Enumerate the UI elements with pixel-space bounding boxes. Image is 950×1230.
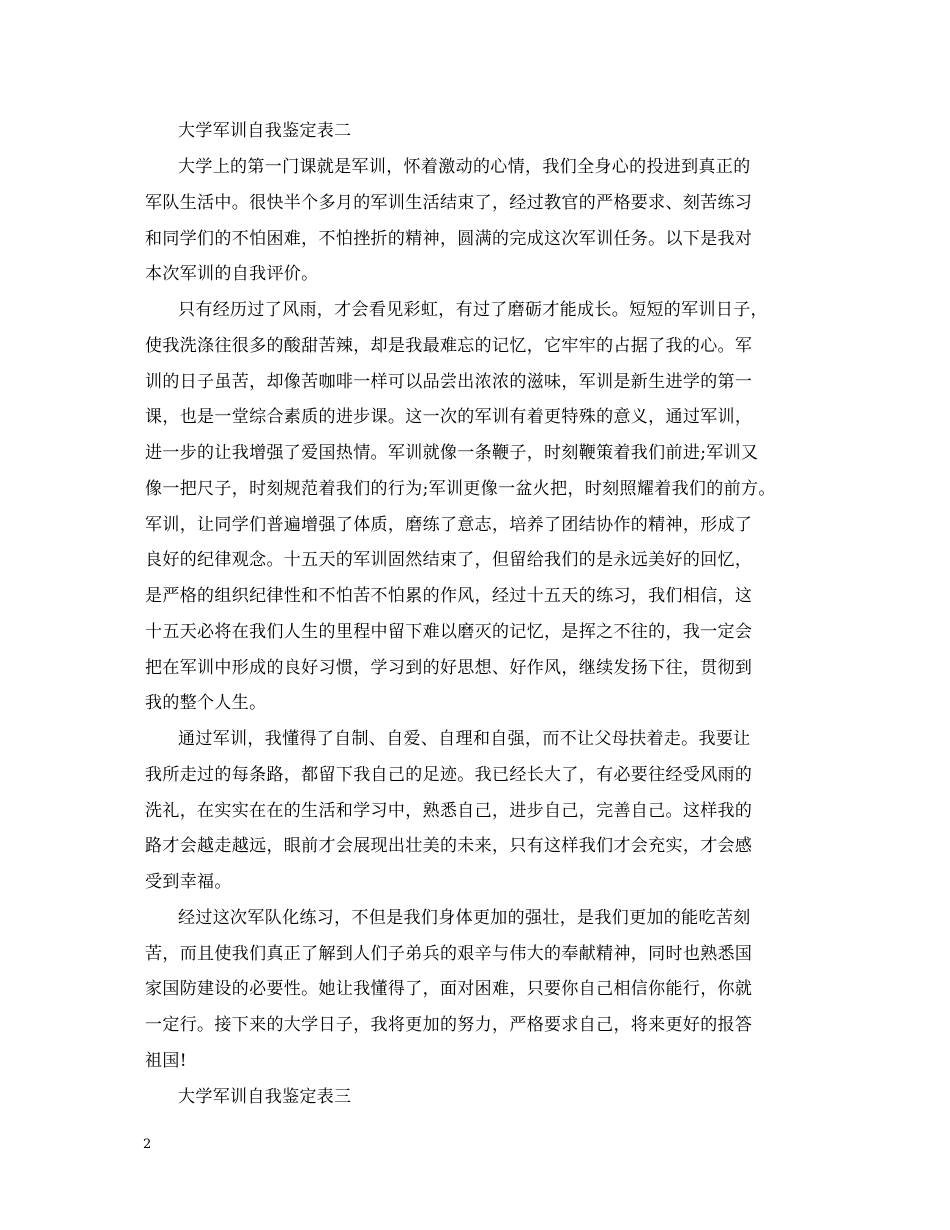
paragraph-line: 祖国!: [145, 1051, 187, 1071]
paragraph-line: 经过这次军队化练习，不但是我们身体更加的强壮，是我们更加的能吃苦刻: [178, 908, 751, 928]
paragraph-line: 课，也是一堂综合素质的进步课。这一次的军训有着更特殊的意义，通过军训，: [145, 407, 753, 427]
paragraph-line: 我所走过的每条路，都留下我自己的足迹。我已经长大了，有必要往经受风雨的: [145, 765, 753, 785]
paragraph-line: 家国防建设的必要性。她让我懂得了，面对困难，只要你自己相信你能行，你就: [145, 979, 753, 999]
paragraph-line: 通过军训，我懂得了自制、自爱、自理和自强，而不让父母扶着走。我要让: [178, 729, 751, 749]
paragraph-line: 只有经历过了风雨，才会看见彩虹，有过了磨砺才能成长。短短的军训日子，: [178, 300, 768, 320]
paragraph-line: 路才会越走越远，眼前才会展现出壮美的未来，只有这样我们才会充实，才会感: [145, 836, 753, 856]
paragraph-line: 我的整个人生。: [145, 693, 267, 713]
section-heading: 大学军训自我鉴定表二: [178, 121, 352, 141]
paragraph-line: 使我洗涤往很多的酸甜苦辣，却是我最难忘的记忆，它牢牢的占据了我的心。军: [145, 336, 753, 356]
paragraph-line: 训的日子虽苦，却像苦咖啡一样可以品尝出浓浓的滋味，军训是新生进学的第一: [145, 372, 753, 392]
paragraph-line: 苦，而且使我们真正了解到人们子弟兵的艰辛与伟大的奉献精神，同时也熟悉国: [145, 944, 753, 964]
page-number: 2: [143, 1137, 152, 1152]
section-heading: 大学军训自我鉴定表三: [178, 1087, 352, 1107]
paragraph-line: 良好的纪律观念。十五天的军训固然结束了，但留给我们的是永远美好的回忆，: [145, 550, 753, 570]
paragraph-line: 大学上的第一门课就是军训，怀着激动的心情，我们全身心的投进到真正的: [178, 157, 751, 177]
paragraph-line: 本次军训的自我评价。: [145, 264, 319, 284]
paragraph-line: 一定行。接下来的大学日子，我将更加的努力，严格要求自己，将来更好的报答: [145, 1015, 753, 1035]
paragraph-line: 是严格的组织纪律性和不怕苦不怕累的作风，经过十五天的练习，我们相信，这: [145, 586, 753, 606]
paragraph-line: 受到幸福。: [145, 872, 232, 892]
paragraph-line: 进一步的让我增强了爱国热情。军训就像一条鞭子，时刻鞭策着我们前进;军训又: [145, 443, 759, 463]
paragraph-line: 把在军训中形成的良好习惯，学习到的好思想、好作风，继续发扬下往，贯彻到: [145, 658, 753, 678]
paragraph-line: 军训，让同学们普遍增强了体质，磨练了意志，培养了团结协作的精神，形成了: [145, 515, 753, 535]
paragraph-line: 十五天必将在我们人生的里程中留下难以磨灭的记忆，是挥之不往的，我一定会: [145, 622, 753, 642]
paragraph-line: 洗礼，在实实在在的生活和学习中，熟悉自己，进步自己，完善自己。这样我的: [145, 801, 753, 821]
paragraph-line: 像一把尺子，时刻规范着我们的行为;军训更像一盆火把，时刻照耀着我们的前方。: [145, 479, 776, 499]
paragraph-line: 和同学们的不怕困难，不怕挫折的精神，圆满的完成这次军训任务。以下是我对: [145, 229, 753, 249]
paragraph-line: 军队生活中。很快半个多月的军训生活结束了，经过教官的严格要求、刻苦练习: [145, 193, 753, 213]
